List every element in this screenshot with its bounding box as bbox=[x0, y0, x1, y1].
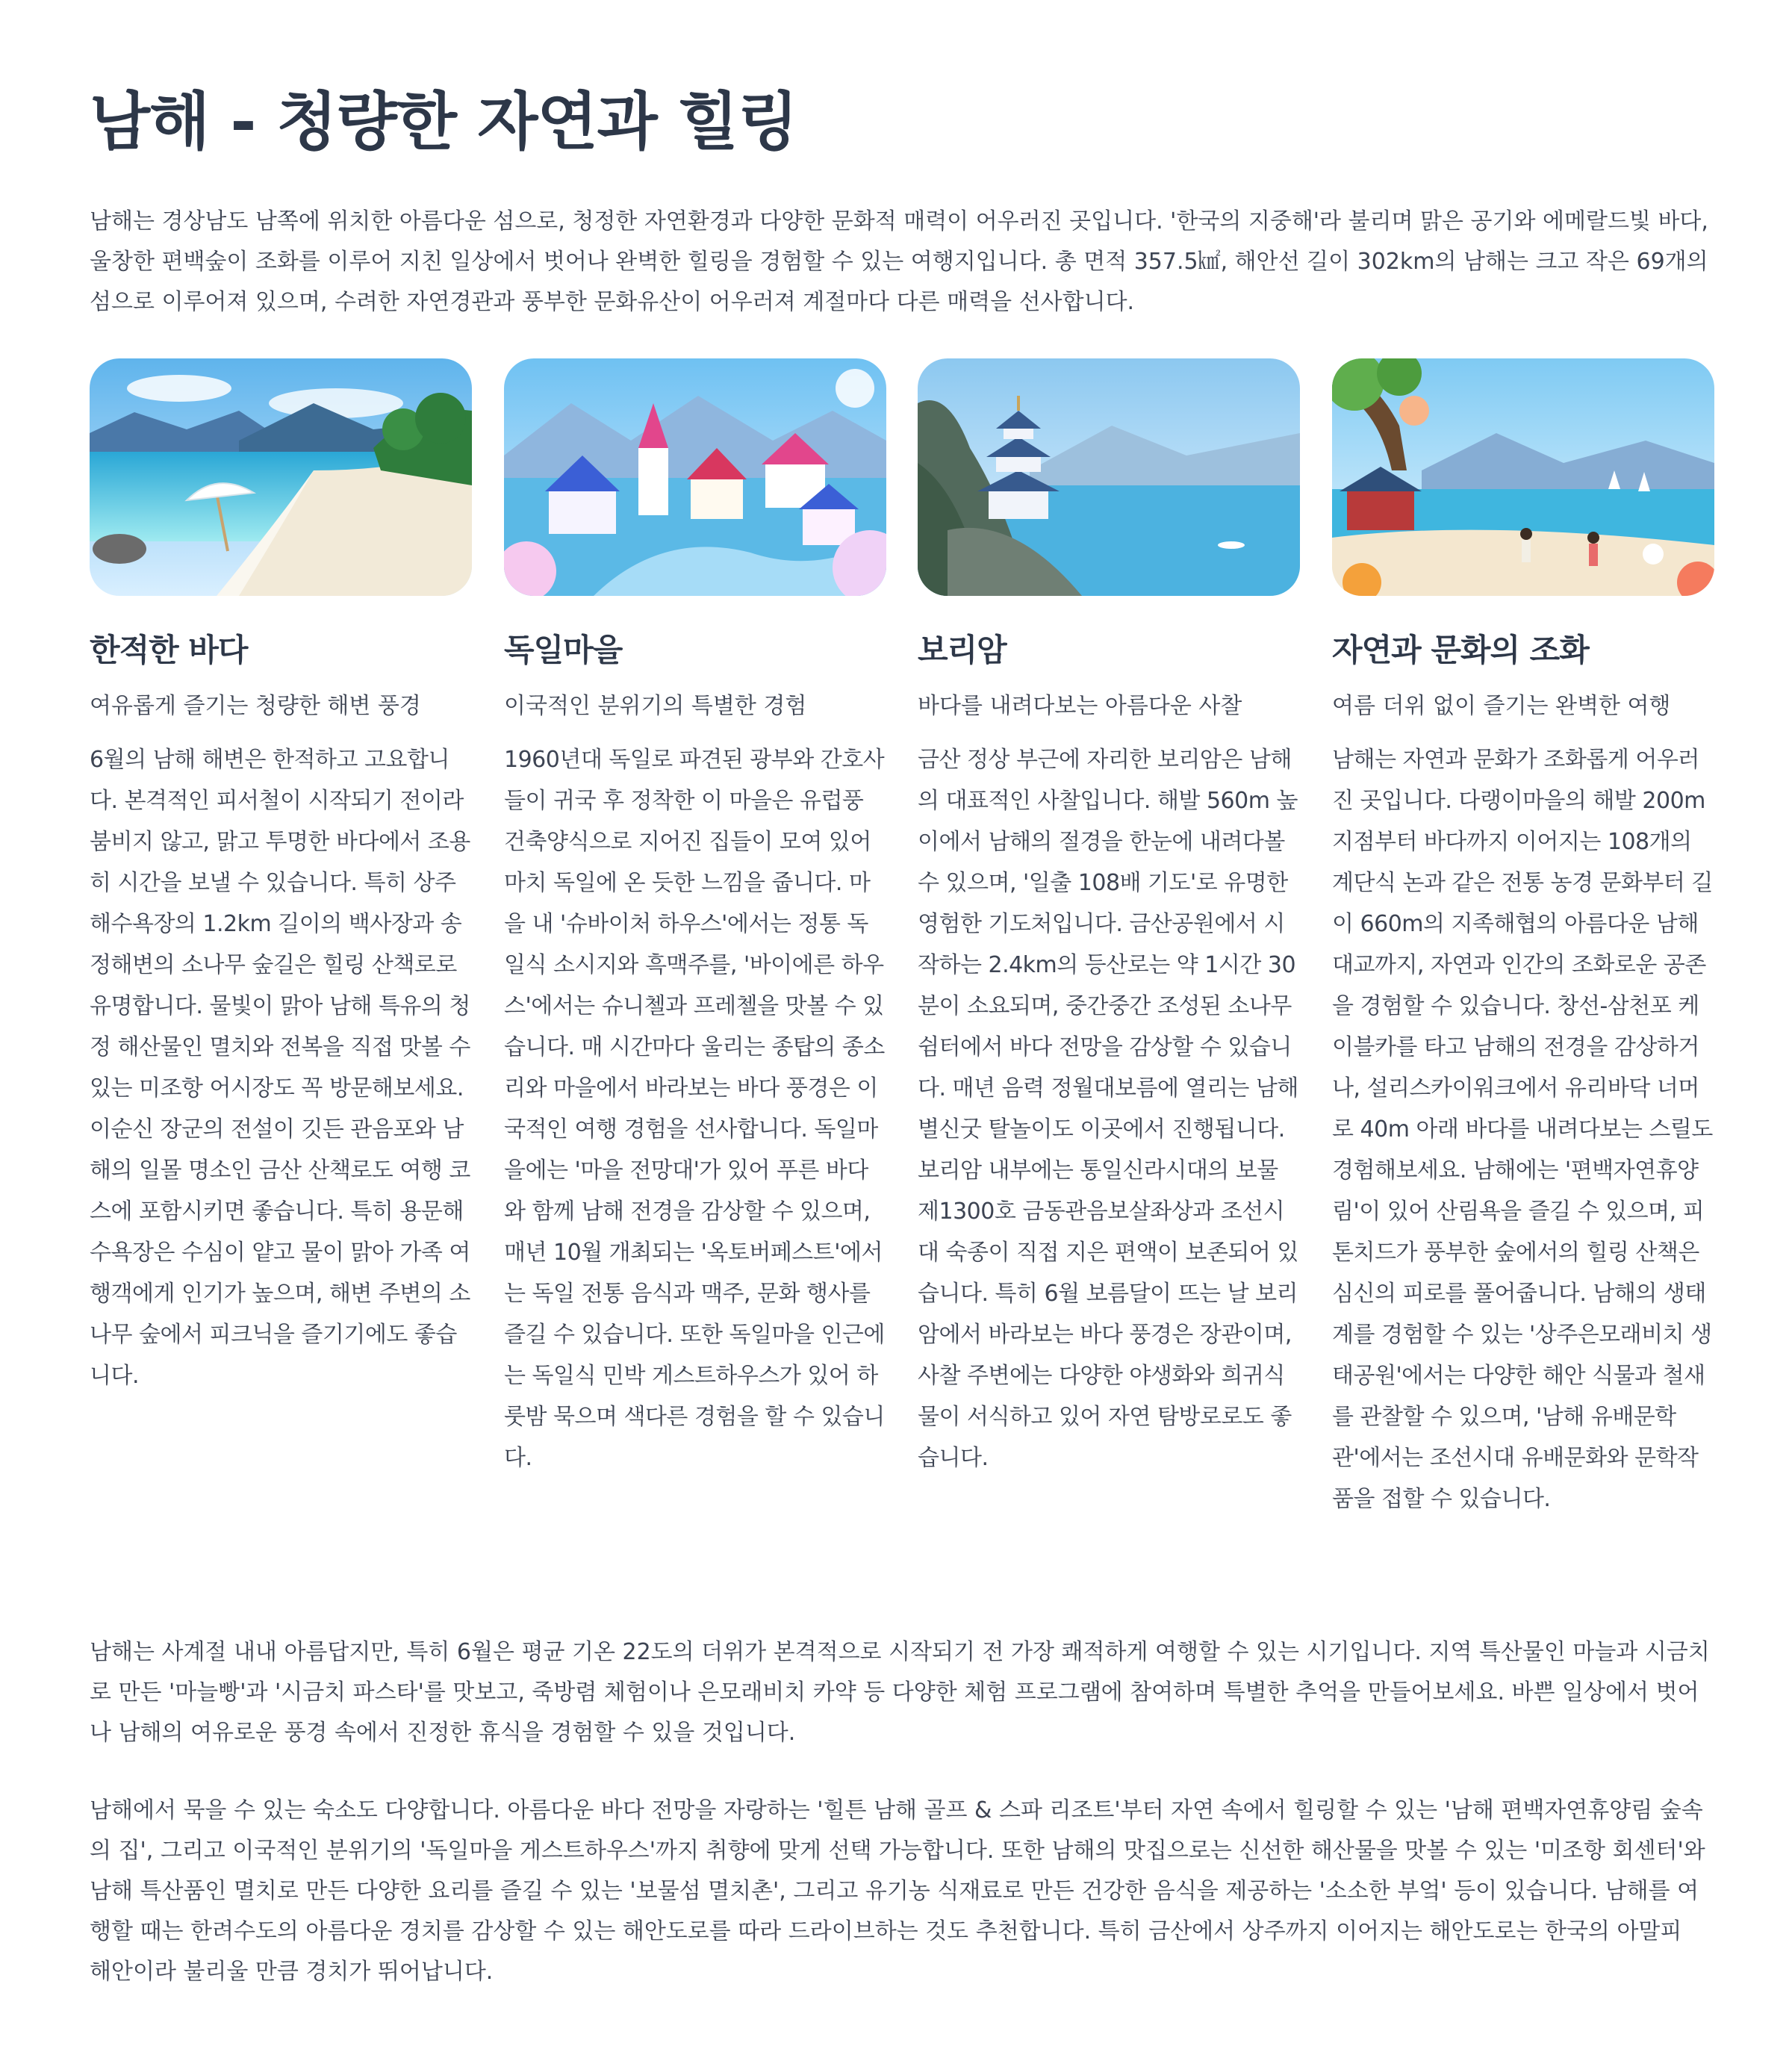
nature-culture-illustration bbox=[1332, 358, 1714, 596]
card-body: 1960년대 독일로 파견된 광부와 간호사들이 귀국 후 정착한 이 마을은 유럽풍 건축양식으로 지어진 집들이 모여 있어 마치 독일에 온 듯한 느낌을 줍니다. 마을 내 '슈바이처 하우스'에서는 정통 독일식 소시지와 흑맥주를, '바이에른 하우스'에서는 슈니첼과 프레첼을 맛볼 수 있습니다. 매 시간마다 울리는 종탑의 종소리와 마을에서 바라보는 바다 풍경은 이국적인 여행 경험을 선사합니다. 독일마을에는 '마을 전망대'가 있어 푸른 바다와 함께 남해 전경을 감상할 수 있으며, 매년 10월 개최되는 '옥토버페스트'에서는 독일 전통 음식과 맥주, 문화 행사를 즐길 수 있습니다. 또한 독일마을 인근에는 독일식 민박 게스트하우스가 있어 하룻밤 묵으며 색다른 경험을 할 수 있습니다. bbox=[504, 747, 885, 1471]
card-body: 남해는 자연과 문화가 조화롭게 어우러진 곳입니다. 다랭이마을의 해발 200m 지점부터 바다까지 이어지는 108개의 계단식 논과 같은 전통 농경 문화부터 길이 660m의 지족해협의 아름다운 남해대교까지, 자연과 인간의 조화로운 공존을 경험할 수 있습니다. 창선-삼천포 케이블카를 타고 남해의 전경을 감상하거나, 설리스카이워크에서 유리바닥 너머로 40m 아래 바다를 내려다보는 스릴도 경험해보세요. 남해에는 '편백자연휴양림'이 있어 산림욕을 즐길 수 있으며, 피톤치드가 풍부한 숲에서의 힐링 산책은 심신의 피로를 풀어줍니다. 남해의 생태계를 경험할 수 있는 '상주은모래비치 생태공원'에서는 다양한 해안 식물과 철새를 관찰할 수 있으며, '남해 유배문학관'에서는 조선시대 유배문화와 문학작품을 접할 수 있습니다. bbox=[1332, 747, 1713, 1512]
card-subtitle: 바다를 내려다보는 아름다운 사찰 bbox=[918, 693, 1242, 719]
card-nature-culture bbox=[1332, 358, 1714, 1520]
card-title: 보리암 bbox=[918, 632, 1007, 668]
card-quiet-beach bbox=[90, 358, 472, 1396]
card-body: 금산 정상 부근에 자리한 보리암은 남해의 대표적인 사찰입니다. 해발 560m 높이에서 남해의 절경을 한눈에 내려다볼 수 있으며, '일출 108배 기도'로 유명한 영험한 기도처입니다. 금산공원에서 시작하는 2.4km의 등산로는 약 1시간 30분이 소요되며, 중간중간 조성된 소나무 쉼터에서 바다 전망을 감상할 수 있습니다. 매년 음력 정월대보름에 열리는 남해 별신굿 탈놀이도 이곳에서 진행됩니다. 보리암 내부에는 통일신라시대의 보물 제1300호 금동관음보살좌상과 조선시대 숙종이 직접 지은 편액이 보존되어 있습니다. 특히 6월 보름달이 뜨는 날 보리암에서 바라보는 바다 풍경은 장관이며, 사찰 주변에는 다양한 야생화와 희귀식물이 서식하고 있어 자연 탐방로로도 좋습니다. bbox=[918, 747, 1298, 1471]
card-body: 6월의 남해 해변은 한적하고 고요합니다. 본격적인 피서철이 시작되기 전이라 붐비지 않고, 맑고 투명한 바다에서 조용히 시간을 보낼 수 있습니다. 특히 상주해수욕장의 1.2km 길이의 백사장과 송정해변의 소나무 숲길은 힐링 산책로로 유명합니다. 물빛이 맑아 남해 특유의 청정 해산물인 멸치와 전복을 직접 맛볼 수 있는 미조항 어시장도 꼭 방문해보세요. 이순신 장군의 전설이 깃든 관음포와 남해의 일몰 명소인 금산 산책로도 여행 코스에 포함시키면 좋습니다. 특히 용문해수욕장은 수심이 얕고 물이 맑아 가족 여행객에게 인기가 높으며, 해변 주변의 소나무 숲에서 피크닉을 즐기기에도 좋습니다. bbox=[90, 747, 470, 1389]
intro-paragraph: 남해는 경상남도 남쪽에 위치한 아름다운 섬으로, 청정한 자연환경과 다양한 문화적 매력이 어우러진 곳입니다. '한국의 지중해'라 불리며 맑은 공기와 에메랄드빛 바다, 울창한 편백숲이 조화를 이루어 지친 일상에서 벗어나 완벽한 힐링을 경험할 수 있는 여행지입니다. 총 면적 357.5㎢, 해안선 길이 302km의 남해는 크고 작은 69개의 섬으로 이루어져 있으며, 수려한 자연경관과 풍부한 문화유산이 어우러져 계절마다 다른 매력을 선사합니다. bbox=[90, 208, 1708, 315]
card-title: 자연과 문화의 조화 bbox=[1332, 632, 1589, 668]
card-german-village bbox=[504, 358, 886, 1479]
boriam-temple-illustration bbox=[918, 358, 1300, 596]
card-subtitle: 여름 더위 없이 즐기는 완벽한 여행 bbox=[1332, 693, 1671, 719]
card-subtitle: 이국적인 분위기의 특별한 경험 bbox=[504, 693, 807, 719]
card-subtitle: 여유롭게 즐기는 청량한 해변 풍경 bbox=[90, 693, 421, 719]
german-village-illustration bbox=[504, 358, 886, 596]
page-title: 남해 - 청량한 자연과 힐링 bbox=[90, 85, 798, 158]
closing-paragraph-season: 남해는 사계절 내내 아름답지만, 특히 6월은 평균 기온 22도의 더위가 본격적으로 시작되기 전 가장 쾌적하게 여행할 수 있는 시기입니다. 지역 특산물인 마늘과 시금치로 만든 '마늘빵'과 '시금치 파스타'를 맛보고, 죽방렴 체험이나 은모래비치 카약 등 다양한 체험 프로그램에 참여하며 특별한 추억을 만들어보세요. 바쁜 일상에서 벗어나 남해의 여유로운 풍경 속에서 진정한 휴식을 경험할 수 있을 것입니다. bbox=[90, 1639, 1710, 1746]
card-title: 독일마을 bbox=[504, 632, 623, 668]
card-title: 한적한 바다 bbox=[90, 632, 248, 668]
card-boriam bbox=[918, 358, 1300, 1479]
closing-paragraph-stay-food: 남해에서 묵을 수 있는 숙소도 다양합니다. 아름다운 바다 전망을 자랑하는 '힐튼 남해 골프 & 스파 리조트'부터 자연 속에서 힐링할 수 있는 '남해 편백자연휴양림 숲속의 집', 그리고 이국적인 분위기의 '독일마을 게스트하우스'까지 취향에 맞게 선택 가능합니다. 또한 남해의 맛집으로는 신선한 해산물을 맛볼 수 있는 '미조항 회센터'와 남해 특산품인 멸치로 만든 다양한 요리를 즐길 수 있는 '보물섬 멸치촌', 그리고 유기농 식재료로 만든 건강한 음식을 제공하는 '소소한 부엌' 등이 있습니다. 남해를 여행할 때는 한려수도의 아름다운 경치를 감상할 수 있는 해안도로를 따라 드라이브하는 것도 추천합니다. 특히 금산에서 상주까지 이어지는 해안도로는 한국의 아말피 해안이라 불리울 만큼 경치가 뛰어납니다. bbox=[90, 1797, 1705, 1985]
beach-illustration bbox=[90, 358, 472, 596]
